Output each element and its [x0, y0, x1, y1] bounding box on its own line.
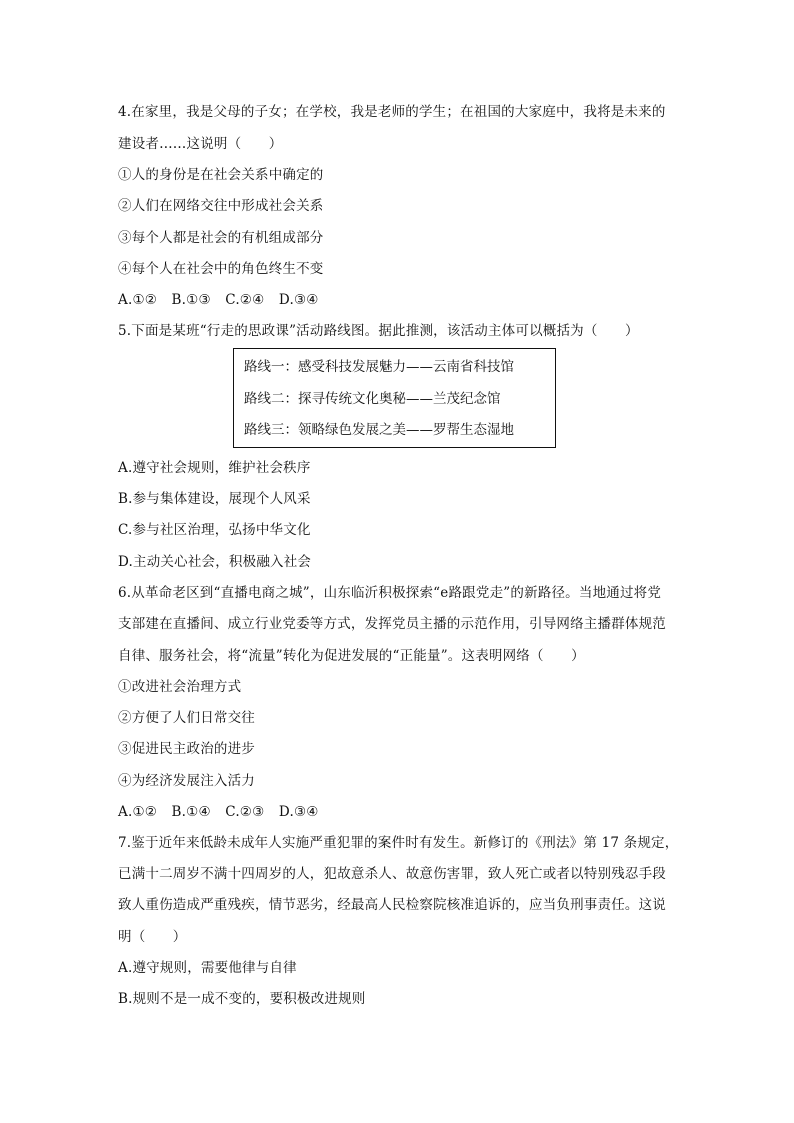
- q5-option-d[interactable]: D.主动关心社会，积极融入社会: [118, 554, 312, 570]
- q4-stem-line2: 建设者……这说明（ ）: [118, 136, 283, 152]
- q5-route-1: 路线一：感受科技发展魅力——云南省科技馆: [244, 359, 514, 375]
- q4-option-d[interactable]: D.③④: [278, 292, 319, 308]
- q7-stem-line2: 已满十二周岁不满十四周岁的人，犯故意杀人、故意伤害罪，致人死亡或者以特别残忍手段: [118, 866, 666, 882]
- q4-item-2: ②人们在网络交往中形成社会关系: [118, 198, 324, 214]
- q4-option-c[interactable]: C.②④: [225, 292, 265, 308]
- q4-stem-line1: 4.在家里，我是父母的子女；在学校，我是老师的学生；在祖国的大家庭中，我将是未来的: [118, 104, 666, 120]
- q5-option-a[interactable]: A.遵守社会规则，维护社会秩序: [118, 460, 311, 476]
- q4-item-1: ①人的身份是在社会关系中确定的: [118, 167, 324, 183]
- q4-item-4: ④每个人在社会中的角色终生不变: [118, 261, 324, 277]
- q6-item-2: ②方便了人们日常交往: [118, 710, 255, 726]
- q6-item-1: ①改进社会治理方式: [118, 679, 242, 695]
- q5-option-c[interactable]: C.参与社区治理，弘扬中华文化: [118, 522, 311, 538]
- q4-item-3: ③每个人都是社会的有机组成部分: [118, 230, 324, 246]
- q7-option-b[interactable]: B.规则不是一成不变的，要积极改进规则: [118, 991, 366, 1007]
- q6-option-a[interactable]: A.①②: [118, 804, 158, 820]
- q6-options: [118, 803, 329, 821]
- q4-option-a[interactable]: A.①②: [118, 292, 158, 308]
- q6-item-4: ④为经济发展注入活力: [118, 773, 255, 789]
- q7-option-a[interactable]: A.遵守规则，需要他律与自律: [118, 960, 297, 976]
- q4-option-b[interactable]: B.①③: [171, 292, 211, 308]
- q7-stem-line1: 7.鉴于近年来低龄未成年人实施严重犯罪的案件时有发生。新修订的《刑法》第 17 条规定，: [118, 835, 679, 851]
- q6-option-b[interactable]: B.①④: [171, 804, 211, 820]
- q4-options: [118, 291, 329, 309]
- q5-stem-line1: 5.下面是某班“行走的思政课”活动路线图。据此推测，该活动主体可以概括为（ ）: [118, 323, 639, 339]
- q6-stem-line1: 6.从革命老区到“直播电商之城”，山东临沂积极探索“e路跟党走”的新路径。当地通过将党: [118, 585, 662, 601]
- q6-item-3: ③促进民主政治的进步: [118, 741, 255, 757]
- q7-stem-line4: 明（ ）: [118, 929, 187, 945]
- q6-option-c[interactable]: C.②③: [225, 804, 265, 820]
- q5-route-2: 路线二：探寻传统文化奥秘——兰茂纪念馆: [244, 391, 501, 407]
- q5-route-3: 路线三：领略绿色发展之美——罗帮生态湿地: [244, 422, 514, 438]
- q5-option-b[interactable]: B.参与集体建设，展现个人风采: [118, 491, 311, 507]
- q7-stem-line3: 致人重伤造成严重残疾，情节恶劣，经最高人民检察院核准追诉的，应当负刑事责任。这说: [118, 897, 666, 913]
- q6-stem-line3: 自律、服务社会，将“流量”转化为促进发展的“正能量”。这表明网络（ ）: [118, 648, 585, 664]
- q6-option-d[interactable]: D.③④: [278, 804, 319, 820]
- q6-stem-line2: 支部建在直播间、成立行业党委等方式，发挥党员主播的示范作用，引导网络主播群体规范: [118, 616, 666, 632]
- q5-route-box: [233, 348, 556, 448]
